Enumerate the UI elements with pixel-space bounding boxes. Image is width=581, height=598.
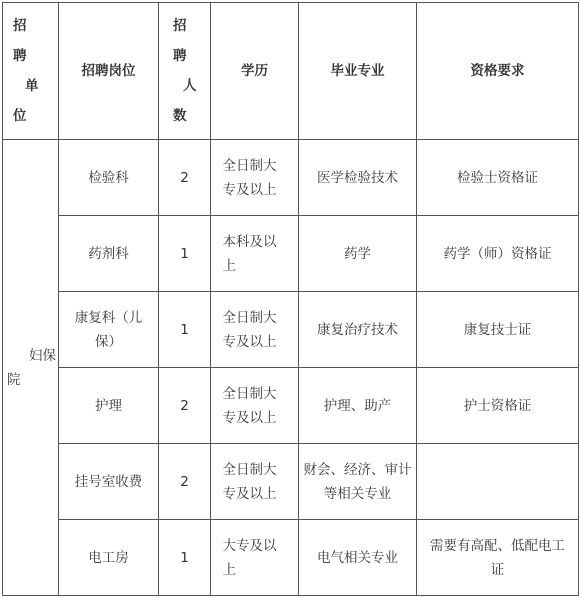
major-cell: 护理、助产 <box>299 368 417 444</box>
position-cell: 挂号室收费 <box>59 444 159 520</box>
qualification-cell <box>417 444 579 520</box>
count-cell: 2 <box>159 444 211 520</box>
major-cell: 财会、经济、审计等相关专业 <box>299 444 417 520</box>
count-cell: 1 <box>159 292 211 368</box>
header-education: 学历 <box>211 3 299 140</box>
table-row <box>3 520 579 596</box>
unit-name: 妇保院 <box>7 347 56 388</box>
table-row <box>3 292 579 368</box>
position-cell: 护理 <box>59 368 159 444</box>
qualification-cell: 康复技士证 <box>417 292 579 368</box>
count-cell: 1 <box>159 520 211 596</box>
header-row <box>3 3 579 140</box>
qualification-cell: 药学（师）资格证 <box>417 216 579 292</box>
education-cell: 全日制大专及以上 <box>211 292 299 368</box>
major-cell: 药学 <box>299 216 417 292</box>
table-row <box>3 140 579 216</box>
qualification-cell: 需要有高配、低配电工证 <box>417 520 579 596</box>
unit-name-cell <box>3 140 59 596</box>
header-qualification: 资格要求 <box>417 3 579 140</box>
education-cell: 大专及以上 <box>211 520 299 596</box>
major-cell: 康复治疗技术 <box>299 292 417 368</box>
major-cell: 电气相关专业 <box>299 520 417 596</box>
position-cell: 药剂科 <box>59 216 159 292</box>
count-cell: 2 <box>159 368 211 444</box>
table-row <box>3 216 579 292</box>
table-row <box>3 368 579 444</box>
position-cell: 检验科 <box>59 140 159 216</box>
qualification-cell: 护士资格证 <box>417 368 579 444</box>
count-cell: 2 <box>159 140 211 216</box>
header-unit: 招 聘 单 位 <box>3 3 59 140</box>
recruitment-table <box>2 2 579 596</box>
position-cell: 电工房 <box>59 520 159 596</box>
education-cell: 本科及以上 <box>211 216 299 292</box>
education-cell: 全日制大专及以上 <box>211 444 299 520</box>
qualification-cell: 检验士资格证 <box>417 140 579 216</box>
education-cell: 全日制大专及以上 <box>211 368 299 444</box>
position-cell: 康复科（儿保） <box>59 292 159 368</box>
table-row <box>3 444 579 520</box>
header-major: 毕业专业 <box>299 3 417 140</box>
major-cell: 医学检验技术 <box>299 140 417 216</box>
header-count: 招 聘 人 数 <box>159 3 211 140</box>
header-position: 招聘岗位 <box>59 3 159 140</box>
count-cell: 1 <box>159 216 211 292</box>
education-cell: 全日制大专及以上 <box>211 140 299 216</box>
